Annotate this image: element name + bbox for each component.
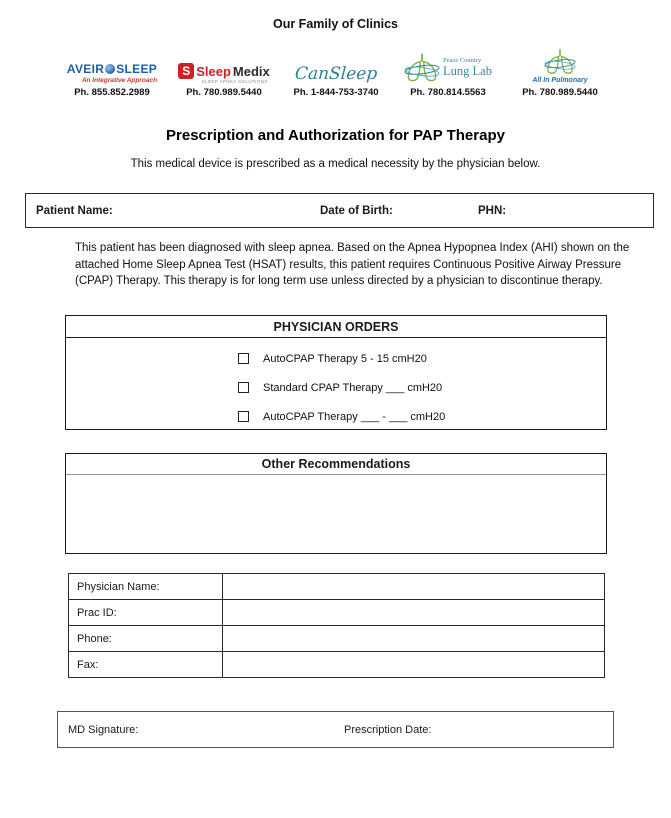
checkbox-standard-cpap[interactable] <box>238 382 249 393</box>
prescription-date-label: Prescription Date: <box>344 723 432 736</box>
clinic-all-in-pulmonary <box>504 36 616 98</box>
form-subtitle: This medical device is prescribed as a medical necessity by the physician below. <box>130 158 541 170</box>
cansleep-logo <box>295 36 377 84</box>
physician-orders-box <box>65 315 607 430</box>
aveiro-logo-text-1: AVEIR <box>66 62 105 76</box>
order-option-label: AutoCPAP Therapy ___ - ___ cmH20 <box>263 410 446 423</box>
phn-label: PHN: <box>478 204 507 217</box>
prac-id-label: Prac ID: <box>69 600 223 626</box>
signature-bar <box>57 711 614 748</box>
all-in-pulmonary-logo <box>532 36 587 84</box>
physician-name-value[interactable] <box>223 574 605 600</box>
phone-value[interactable] <box>223 626 605 652</box>
order-option-label: Standard CPAP Therapy ___ cmH20 <box>263 381 443 394</box>
date-of-birth-label: Date of Birth: <box>320 204 393 217</box>
physician-orders-options <box>66 338 606 431</box>
table-row <box>69 652 605 678</box>
clinic-sleepmedix <box>168 36 280 98</box>
md-signature-label: MD Signature: <box>68 723 139 736</box>
phone-label: Phone: <box>69 626 223 652</box>
sleepmedix-logo <box>178 36 270 84</box>
prac-id-value[interactable] <box>223 600 605 626</box>
clinic-cansleep <box>280 36 392 98</box>
order-option-autocpap-5-15 <box>238 344 606 373</box>
aveiro-logo-tagline: An Integrative Approach <box>81 77 158 84</box>
all-in-pulmonary-logo-text: All In Pulmonary <box>532 77 588 84</box>
physician-orders-title: PHYSICIAN ORDERS <box>66 316 606 338</box>
clinic-logo-row <box>56 36 616 98</box>
patient-info-bar <box>25 193 654 228</box>
sleepmedix-logo-text-red: Sleep <box>196 63 231 79</box>
form-title: Prescription and Authorization for PAP Therapy <box>166 127 505 144</box>
table-row <box>69 600 605 626</box>
clinic-peace-country-lung-lab <box>392 36 504 98</box>
other-recommendations-area[interactable] <box>66 475 606 553</box>
clinics-header-title: Our Family of Clinics <box>272 17 399 31</box>
clinic-phone-lung-lab: Ph. 780.814.5563 <box>410 87 486 98</box>
checkbox-autocpap-range[interactable] <box>238 411 249 422</box>
other-recommendations-box <box>65 453 607 554</box>
physician-details-table <box>68 573 605 678</box>
patient-name-label: Patient Name: <box>36 204 113 217</box>
table-row <box>69 574 605 600</box>
clinic-phone-sleepmedix: Ph. 780.989.5440 <box>186 87 262 98</box>
clinic-phone-all-in-pulmonary: Ph. 780.989.5440 <box>522 87 598 98</box>
lung-lab-logo <box>404 36 492 84</box>
lungs-icon <box>404 52 440 84</box>
aveiro-globe-icon <box>105 64 115 74</box>
physician-name-label: Physician Name: <box>69 574 223 600</box>
aveiro-logo-text-2: SLEEP <box>116 62 158 76</box>
fax-value[interactable] <box>223 652 605 678</box>
cansleep-logo-text: CanSleep <box>294 64 378 84</box>
diagnosis-paragraph: This patient has been diagnosed with sleep apnea. Based on the Apnea Hypopnea Index (AHI) shown on the attached Home Sleep Apnea Test (HSAT) results, this patient requires Continuous Positive Airway Pressure (CPAP) Therapy. This therapy is for long term use unless directed by a physician to discontinue therapy. <box>75 242 630 287</box>
order-option-autocpap-range <box>238 402 606 431</box>
clinic-phone-cansleep: Ph. 1-844-753-3740 <box>293 87 379 98</box>
table-row <box>69 626 605 652</box>
clinic-phone-aveiro: Ph. 855.852.2989 <box>74 87 150 98</box>
lung-lab-logo-line2: Lung Lab <box>443 63 492 78</box>
order-option-label: AutoCPAP Therapy 5 - 15 cmH20 <box>263 352 427 365</box>
sleepmedix-logo-text-dark: Medix <box>232 63 270 79</box>
lungs-icon <box>544 48 576 76</box>
aveiro-sleep-logo <box>67 36 157 84</box>
lung-lab-logo-line1: Peace Country <box>443 57 482 65</box>
checkbox-autocpap-5-15[interactable] <box>238 353 249 364</box>
clinic-aveiro-sleep <box>56 36 168 98</box>
sleepmedix-s-icon: S <box>178 63 194 79</box>
order-option-standard-cpap <box>238 373 606 402</box>
sleepmedix-logo-tagline: SLEEP APNEA SOLUTIONS <box>201 79 268 84</box>
other-recommendations-title: Other Recommendations <box>66 454 606 475</box>
fax-label: Fax: <box>69 652 223 678</box>
